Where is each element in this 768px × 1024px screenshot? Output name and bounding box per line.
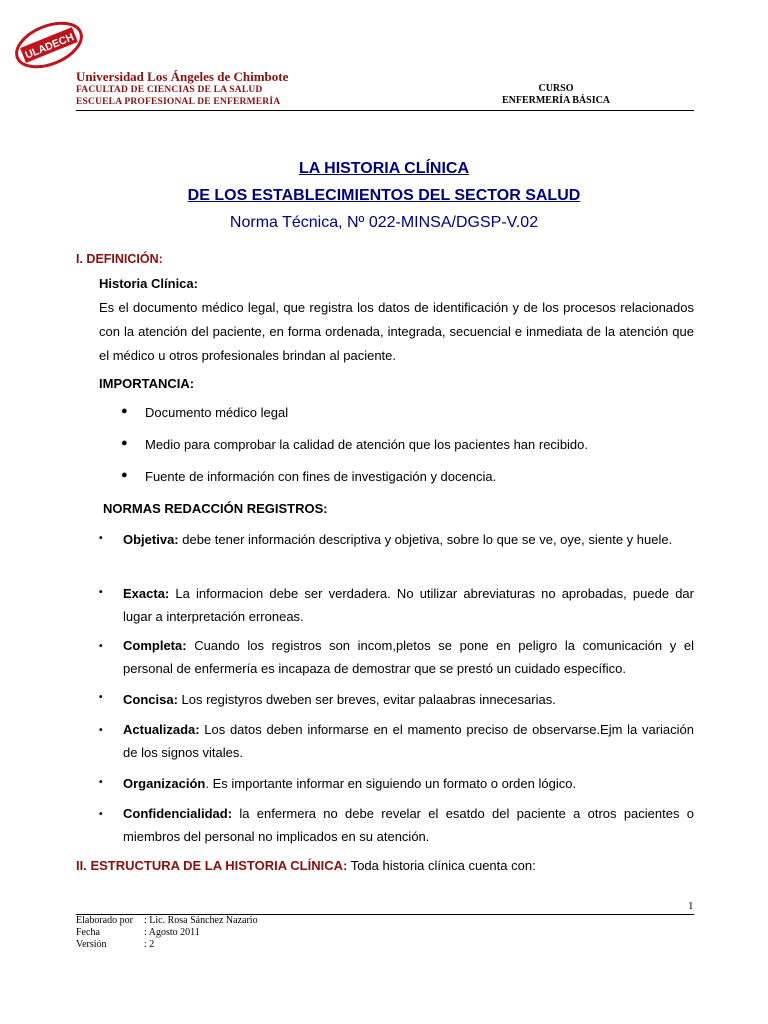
- footer-row: [76, 927, 258, 939]
- bullet-icon: •: [99, 533, 103, 544]
- section-definicion-heading: I. DEFINICIÓN:: [76, 252, 163, 266]
- course-label: CURSO: [538, 83, 574, 94]
- norma-text: . Es importante informar en siguiendo un formato o orden lógico.: [205, 776, 577, 791]
- norma-text: la enfermera no debe revelar el esatdo del paciente a otros pacientes o miembros del personal no implicados en su atención.: [123, 806, 694, 844]
- importancia-label: IMPORTANCIA:: [99, 376, 195, 391]
- historia-clinica-text: Es el documento médico legal, que registra los datos de identificación y de los procesos relacionados con la atención del paciente, en forma ordenada, integrada, secuencial e inmediata de la atención que el médico u otros profesionales brindan al paciente.: [99, 300, 694, 363]
- norma-item-concisa: [123, 688, 694, 711]
- section-estructura-text: Toda historia clínica cuenta con:: [347, 858, 536, 873]
- course-name: ENFERMERÍA BÁSICA: [501, 95, 611, 106]
- norma-text: Los registyros dweben ser breves, evitar palaabras innecesarias.: [177, 692, 556, 707]
- footer-value: : 2: [144, 939, 155, 950]
- bullet-icon: ●: [121, 437, 128, 449]
- footer-key: Fecha: [76, 927, 100, 938]
- importancia-item: Fuente de información con fines de investigación y docencia.: [145, 469, 497, 484]
- footer-key: Elaborado por: [76, 915, 133, 926]
- norma-item-organizacion: [123, 772, 694, 795]
- norma-text: debe tener información descriptiva y objetiva, sobre lo que se ve, oye, siente y huele.: [178, 532, 673, 547]
- bullet-icon: •: [99, 725, 103, 736]
- footer-row: [76, 939, 258, 951]
- bullet-icon: •: [99, 809, 103, 820]
- historia-clinica-block: [99, 272, 694, 368]
- norma-item-objetiva: [123, 528, 694, 551]
- bullet-icon: •: [99, 587, 103, 598]
- bullet-icon: ●: [121, 469, 128, 481]
- footer-value: : Agosto 2011: [144, 927, 200, 938]
- norma-item-actualizada: [123, 718, 694, 764]
- course-header: [456, 83, 656, 107]
- norma-tecnica: Norma Técnica, Nº 022-MINSA/DGSP-V.02: [229, 214, 539, 231]
- norma-item-confidencialidad: [123, 802, 694, 848]
- footer-row: [76, 915, 258, 927]
- doc-title-line1: LA HISTORIA CLÍNICA: [298, 160, 470, 177]
- header-divider: [76, 110, 694, 111]
- norma-term: Objetiva:: [123, 532, 179, 547]
- footer-value: : Lic. Rosa Sánchez Nazario: [144, 915, 258, 926]
- norma-term: Exacta:: [123, 586, 170, 601]
- norma-item-completa: [123, 634, 694, 680]
- bullet-icon: •: [99, 641, 103, 652]
- norma-term: Confidencialidad:: [123, 806, 233, 821]
- historia-clinica-label: Historia Clínica:: [99, 276, 198, 291]
- section-estructura-heading: II. ESTRUCTURA DE LA HISTORIA CLÍNICA:: [76, 858, 348, 873]
- bullet-icon: •: [99, 692, 103, 703]
- section-estructura: [76, 858, 536, 873]
- university-name: Universidad Los Ángeles de Chimbote: [76, 69, 289, 84]
- norma-term: Concisa:: [123, 692, 178, 707]
- institution-header: [76, 70, 288, 108]
- normas-label: NORMAS REDACCIÓN REGISTROS:: [103, 501, 328, 516]
- school-name: ESCUELA PROFESIONAL DE ENFERMERÍA: [76, 97, 281, 107]
- document-footer: [76, 915, 258, 951]
- footer-key: Versión: [76, 939, 107, 950]
- norma-text: La informacion debe ser verdadera. No utilizar abreviaturas no aprobadas, puede dar lugar a interpretación erroneas.: [123, 586, 694, 624]
- doc-title-line2: DE LOS ESTABLECIMIENTOS DEL SECTOR SALUD: [187, 187, 581, 204]
- norma-term: Organización: [123, 776, 206, 791]
- uladech-logo: [10, 14, 88, 76]
- faculty-name: FACULTAD DE CIENCIAS DE LA SALUD: [76, 85, 263, 95]
- norma-text: Cuando los registros son incom,pletos se pone en peligro la comunicación y el personal de enfermería es incapaza de demostrar que se prestó un cuidado específico.: [123, 638, 694, 676]
- importancia-item: Medio para comprobar la calidad de atención que los pacientes han recibido.: [145, 437, 589, 452]
- importancia-item: Documento médico legal: [145, 405, 289, 420]
- norma-text: Los datos deben informarse en el mamento preciso de observarse.Ejm la variación de los signos vitales.: [123, 722, 694, 760]
- norma-term: Completa:: [123, 638, 187, 653]
- bullet-icon: ●: [121, 405, 128, 417]
- norma-term: Actualizada:: [123, 722, 200, 737]
- bullet-icon: •: [99, 777, 103, 788]
- page-number: 1: [688, 900, 694, 912]
- logo-text: ULADECH: [23, 31, 76, 62]
- norma-item-exacta: [123, 582, 694, 628]
